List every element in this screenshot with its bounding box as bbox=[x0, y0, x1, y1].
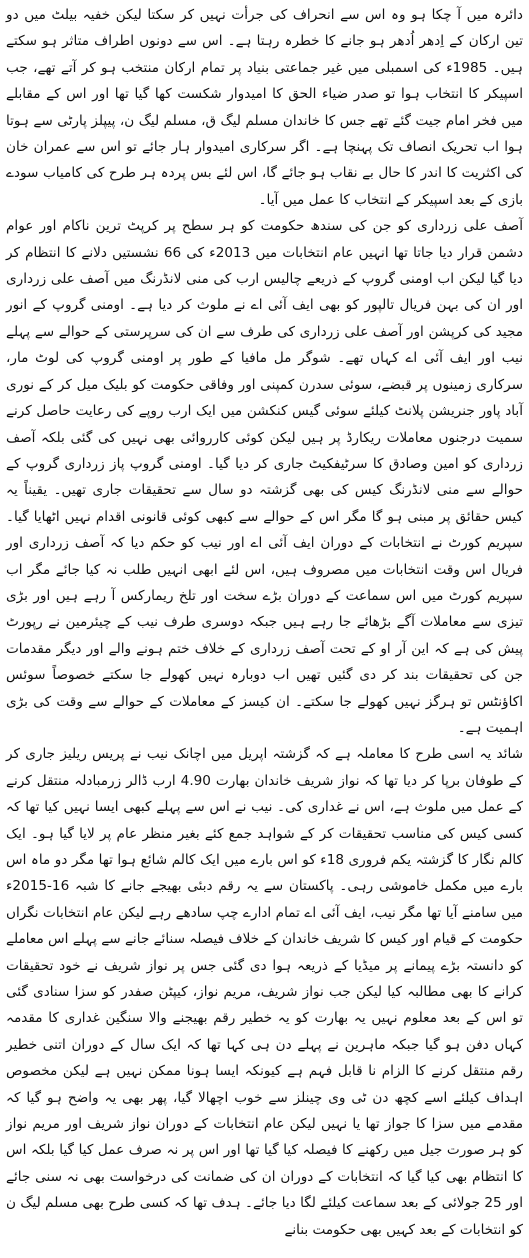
article-paragraph-2: آصف علی زرداری کو جن کی سندھ حکومت کو ہر سطح پر کرپٹ ترین ناکام اور عوام دشمن قرار دیا جاتا تھا انہیں عام انتخابات میں 2013ء کی 66 نشستیں دلانے کا انتظام کر دیا گیا لیکن اب اومنی گروپ کے ذریعے چالیس ارب کی منی لانڈرنگ میں آصف علی زرداری اور ان کی بہن فریال تالپور کو بھی ایف آئی اے نے ملوث کر دیا ہے۔ اومنی گروپ کے انور مجید کی کرپشن اور آصف علی زرداری کی طرف سے ان کی سرپرستی کے حوالے سے پہلے نیب اور ایف آئی اے کہاں تھے۔ شوگر مل مافیا کے طور پر اومنی گروپ کی لوٹ مار، سرکاری زمینوں پر قبضے، سوئی سدرن کمپنی اور وفاقی حکومت کو بلیک میل کر کے نوری آباد پاور جنریشن پلانٹ کیلئے سوئی گیس کنکشن میں ایک ارب روپے کی رعایت حاصل کرنے سمیت درجنوں معاملات ریکارڈ پر ہیں لیکن کوئی کارروائی بھی نہیں کی گئی بلکہ آصف زرداری کو امین وصادق کا سرٹیفکیٹ جاری کر دیا گیا۔ اومنی گروپ پاز زرداری گروپ کے حوالے سے منی لانڈرنگ کیس کی بھی گزشتہ دو سال سے تحقیقات جاری تھیں۔ یقیناً یہ کیس حقائق پر مبنی ہو گا مگر اس کے حوالے سے کبھی کوئی قانونی اقدام نہیں اٹھایا گیا۔ سپریم کورٹ نے انتخابات کے دوران ایف آئی اے اور نیب کو حکم دیا کہ آصف زرداری اور فریال اس وقت انتخابات میں مصروف ہیں، اس لئے ابھی انہیں طلب نہ کیا جائے مگر اب سپریم کورٹ میں اس سماعت کے دوران بڑے سخت اور تلخ ریمارکس آ رہے ہیں اور بڑی تیزی سے معاملات آگے بڑھائے جا رہے ہیں جبکہ دوسری طرف نیب کے چیئرمین نے رپورٹ پیش کی ہے کہ این آر او کے تحت آصف زرداری کے خلاف ختم ہونے والے اور دیگر مقدمات جن کی تحقیقات بند کر دی گئیں تھیں اب دوبارہ نہیں کھولے جا سکتے خصوصاً سوئس اکاؤنٹس تو ہرگز نہیں کھولے جا سکتے۔ ان کیسز کے معاملات کے حوالے سے وقت کی بڑی اہمیت ہے۔ bbox=[6, 218, 523, 736]
article-paragraph-1: دائرہ میں آ چکا ہو وہ اس سے انحراف کی جرأت نہیں کر سکتا لیکن خفیہ بیلٹ میں دو تین ارکان کے اِدھر اُدھر ہو جانے کا خطرہ رہتا ہے۔ اس سے دونوں اطراف متاثر ہو سکتے ہیں۔ 1985ء کی اسمبلی میں غیر جماعتی بنیاد پر تمام ارکان منتخب ہو کر آتے تھے، جب اسپیکر کا انتخاب ہوا تو صدر ضیاء الحق کا امیدوار شکست کھا گیا تھا اور اس کے مقابلے میں فخر امام جیت گئے تھے جس کا خاندان مسلم لیگ ق، مسلم لیگ ن، پیپلز پارٹی سے ہوتا ہوا اب تحریک انصاف تک پہنچا ہے۔ اگر سرکاری امیدوار ہار جائے تو اس سے عمران خان کی اکثریت کا اندر کا حال بے نقاب ہو جائے گا، اس لئے بس پردہ ہر طرح کی کامیاب سودے بازی کے بعد اسپیکر کے انتخاب کا عمل میں آیا۔ bbox=[6, 7, 523, 208]
article-paragraph-3: شائد یہ اسی طرح کا معاملہ ہے کہ گزشتہ اپریل میں اچانک نیب نے پریس ریلیز جاری کر کے طوفان برپا کر دیا تھا کہ نواز شریف خاندان بھارت 4.90 ارب ڈالر زرمبادلہ منتقل کرنے کے عمل میں ملوث ہے، اس نے غداری کی۔ نیب نے اس سے پہلے کبھی ایسا نہیں کیا تھا کہ کسی کیس کی مناسب تحقیقات کر کے شواہد جمع کئے بغیر منظر عام پر لایا گیا ہو۔ ایک کالم نگار کا گزشتہ یکم فروری 18ء کو اس بارے میں ایک کالم شائع ہوا تھا مگر دو ماہ اس بارے میں مکمل خاموشی رہی۔ پاکستان سے یہ رقم دبئی بھیجے جانے کا شبہ 16-2015ء میں سامنے آیا تھا مگر نیب، ایف آئی اے تمام ادارے چپ سادھے رہے لیکن عام انتخابات نگراں حکومت کے قیام اور کیس کا شریف خاندان کے خلاف فیصلہ سنائے جانے سے پہلے اس معاملے کو دانستہ بڑے پیمانے پر میڈیا کے ذریعہ ہوا دی گئی جس پر نواز شریف نے خود تحقیقات کرانے کا بھی مطالبہ کیا لیکن جب نواز شریف، مریم نواز، کیپٹن صفدر کو سزا سنادی گئی تو اس کے بعد معلوم نہیں یہ بھارت کو یہ خطیر رقم بھیجنے والا سنگین غداری کا مقدمہ کہاں دفن ہو گیا جبکہ ماہرین نے پہلے دن ہی کہا تھا کہ ایک سال کے دوران اتنی خطیر رقم منتقل کرنے کا الزام نا قابل فہم ہے کیونکہ ایسا ہونا ممکن نہیں ہے لیکن مخصوص اہداف کیلئے اسے کچھ دن ٹی وی چینلز سے خوب اچھالا گیا، پھر بھی یہ واضح ہو گیا کہ مقدمے میں سزا کا جواز تھا یا نہیں لیکن عام انتخابات کے دوران نواز شریف اور مریم نواز کو ہر صورت جیل میں رکھنے کا فیصلہ کیا گیا تھا اور اس پر نہ صرف عمل کیا گیا بلکہ اس کا انتظام بھی کیا گیا کہ انتخابات کے دوران ان کی ضمانت کی درخواست بھی نہ سنی جائے اور 25 جولائی کے بعد سماعت کیلئے لگا دیا جائے۔ ہدف تھا کہ کسی طرح بھی مسلم لیگ ن کو انتخابات کے بعد کہیں بھی حکومت بنانے bbox=[6, 746, 523, 1238]
